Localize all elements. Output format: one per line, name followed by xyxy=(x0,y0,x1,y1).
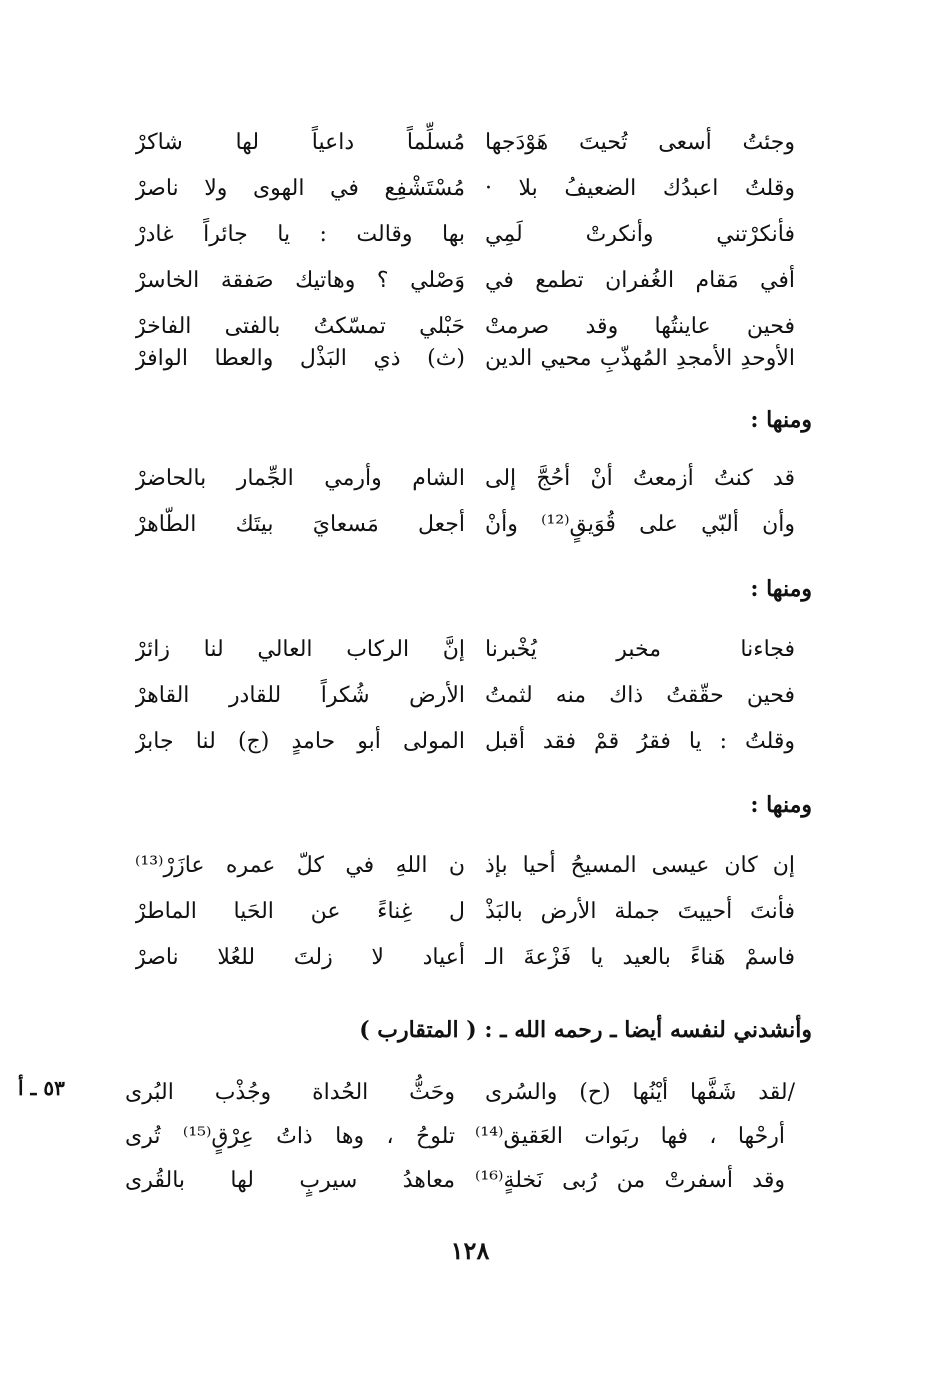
verse-second-hemistich: الشام وأرمي الجِّمار بالحاضرْ xyxy=(135,466,465,491)
verse-second-hemistich: ن اللهِ في كلّ عمره عازَرْ⁽¹³⁾ xyxy=(135,853,465,878)
verse-first-hemistich: وقلتُ : يا فقرُ قمْ فقد أقبل xyxy=(485,729,795,754)
margin-folio-note: ٥٣ ـ أ xyxy=(18,1076,65,1100)
section-heading: ومنها : xyxy=(750,407,812,433)
verse xyxy=(135,843,795,889)
verse-first-hemistich: أرحْها ، فها ربَوات العَقيق⁽¹⁴⁾ xyxy=(475,1124,785,1149)
verse-first-hemistich: وجئتُ أسعى تُحيتَ هَوْدَجها xyxy=(485,130,795,155)
verse xyxy=(135,336,795,382)
verse-first-hemistich: الأوحدِ الأمجدِ المُهذّبِ محيي الدين xyxy=(485,346,795,371)
verse-first-hemistich: /لقد شَفَّها أيْنُها (ح) والسُرى xyxy=(485,1080,795,1105)
section-heading: ومنها : xyxy=(750,792,812,818)
verse-second-hemistich: حَبْلي تمسّكتُ بالفتى الفاخرْ xyxy=(135,314,465,339)
verse xyxy=(135,120,795,166)
verse-first-hemistich: وقلتُ اعبدُك الضعيفُ بلا · xyxy=(485,176,795,201)
verse-first-hemistich: فاسمْ هَناءً بالعيد يا فَزْعةَ الـ xyxy=(485,945,795,970)
verse-second-hemistich: الأرض شُكراً للقادر القاهرْ xyxy=(135,683,465,708)
verse xyxy=(135,935,795,981)
verse xyxy=(135,258,795,304)
verse-first-hemistich: قد كنتُ أزمعتُ أنْ أحُجَّ إلى xyxy=(485,466,795,491)
verse-first-hemistich: فحين عاينتُها وقد صرمتْ xyxy=(485,314,795,339)
verse xyxy=(135,719,795,765)
verse xyxy=(135,889,795,935)
verse-first-hemistich: إن كان عيسى المسيحُ أحيا بإذ xyxy=(485,853,795,878)
verse-second-hemistich: تلوحُ ، وها ذاتُ عِرْقٍ⁽¹⁵⁾ تُرى xyxy=(125,1124,455,1149)
verse-second-hemistich: أعياد لا زلتَ للعُلا ناصرْ xyxy=(135,945,465,970)
verse xyxy=(125,1158,785,1204)
section-heading: ومنها : xyxy=(750,576,812,602)
verse xyxy=(135,212,795,258)
verse xyxy=(125,1070,795,1116)
verse-first-hemistich: فحين حقّقتُ ذاك منه لثمتُ xyxy=(485,683,795,708)
verse xyxy=(135,627,795,673)
verse-second-hemistich: (ث) ذي البَذْل والعطا الوافرْ xyxy=(135,346,465,371)
verse-second-hemistich: إنَّ الركاب العالي لنا زائرْ xyxy=(135,637,465,662)
verse-first-hemistich: أفي مَقام الغُفران تطمع في xyxy=(485,268,795,293)
verse-first-hemistich: فجاءنا مخبر يُخْبرنا xyxy=(485,637,795,662)
verse-second-hemistich: مُسلِّماً داعياً لها شاكرْ xyxy=(135,130,465,155)
verse xyxy=(135,673,795,719)
verse-second-hemistich: وَصْلي ؟ وهاتيك صَفقة الخاسرْ xyxy=(135,268,465,293)
verse-first-hemistich: فأنتَ أحييتَ جملة الأرض بالبَذْ xyxy=(485,899,795,924)
verse-first-hemistich: وقد أسفرتْ من رُبى نَخلةٍ⁽¹⁶⁾ xyxy=(475,1168,785,1193)
verse-first-hemistich: فأنكرْتني وأنكرتْ لَمِي xyxy=(485,222,795,247)
verse xyxy=(135,166,795,212)
page-number: ١٢٨ xyxy=(450,1236,490,1265)
section-heading: وأنشدني لنفسه أيضا ـ رحمه الله ـ : ( المتقارب ) xyxy=(359,1017,812,1043)
verse xyxy=(125,1114,785,1160)
verse xyxy=(135,456,795,502)
verse-second-hemistich: بها وقالت : يا جائراً غادرْ xyxy=(135,222,465,247)
verse xyxy=(135,502,795,548)
verse-second-hemistich: معاهدُ سيربٍ لها بالقُرى xyxy=(125,1168,455,1193)
verse-second-hemistich: المولى أبو حامدٍ (ج) لنا جابرْ xyxy=(135,729,465,754)
verse-second-hemistich: ل غِناءً عن الحَيا الماطرْ xyxy=(135,899,465,924)
verse-second-hemistich: مُسْتَشْفِع في الهوى ولا ناصرْ xyxy=(135,176,465,201)
verse-second-hemistich: أجعل مَسعايَ بيتَك الطّاهرْ xyxy=(135,512,465,537)
verse-first-hemistich: وأن ألبّي على قُوَيقٍ⁽¹²⁾ وأنْ xyxy=(485,512,795,537)
verse-second-hemistich: وحَثُّ الحُداة وجُذْب البُرى xyxy=(125,1080,455,1105)
